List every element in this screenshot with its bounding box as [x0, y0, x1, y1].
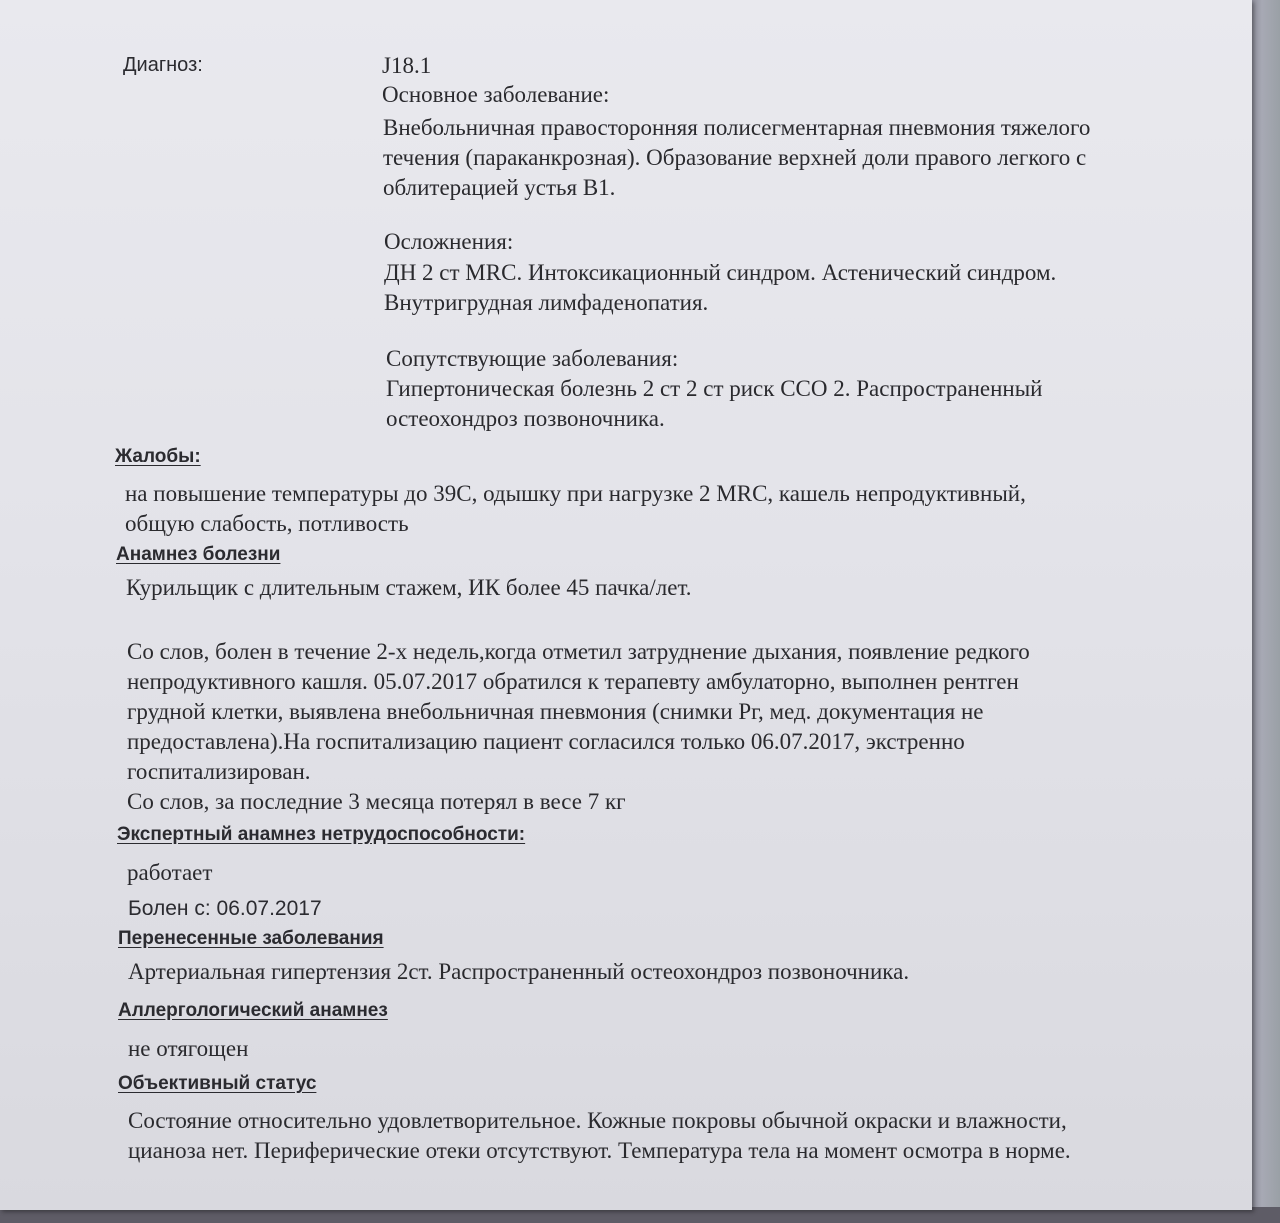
concomitant-line: Гипертоническая болезнь 2 ст 2 ст риск ССО 2. Распространенный [386, 376, 1043, 401]
history-line: грудной клетки, выявлена внебольничная пневмония (снимки Рг, мед. документация не [127, 699, 984, 724]
main-disease-line: облитерацией устья В1. [383, 175, 616, 200]
complaints-heading: Жалобы: [115, 446, 201, 467]
allergy-text: не отягощен [128, 1036, 249, 1061]
objective-heading: Объективный статус [118, 1073, 317, 1094]
history-line: Со слов, болен в течение 2-х недель,когда отметил затруднение дыхания, появление редкого [127, 639, 1030, 664]
diagnosis-label: Диагноз: [123, 54, 203, 76]
concomitant-title: Сопутствующие заболевания: [386, 346, 679, 371]
objective-line: цианоза нет. Периферические отеки отсутствуют. Температура тела на момент осмотра в норме. [128, 1138, 1071, 1163]
history-line: непродуктивного кашля. 05.07.2017 обратился к терапевту амбулаторно, выполнен рентген [127, 669, 1019, 694]
history-line: госпитализирован. [127, 759, 311, 784]
background-surface [1250, 0, 1280, 1223]
main-disease-line: течения (параканкрозная). Образование верхней доли правого легкого с [383, 145, 1087, 170]
main-disease-line: Внебольничная правосторонняя полисегментарная пневмония тяжелого [383, 115, 1091, 140]
complaints-line: общую слабость, потливость [125, 511, 409, 536]
work-status: работает [127, 860, 213, 885]
complaints-line: на повышение температуры до 39С, одышку при нагрузке 2 MRC, кашель непродуктивный, [125, 481, 1026, 506]
objective-line: Состояние относительно удовлетворительное. Кожные покровы обычной окраски и влажности, [128, 1108, 1067, 1133]
complications-title: Осложнения: [384, 229, 514, 254]
allergy-heading: Аллергологический анамнез [118, 1000, 388, 1021]
smoker-text: Курильщик с длительным стажем, ИК более 45 пачка/лет. [126, 575, 692, 600]
concomitant-text [386, 374, 1042, 434]
history-text [127, 637, 1030, 817]
complaints-text [125, 479, 1026, 539]
diagnosis-code: J18.1 [382, 53, 432, 78]
history-line: Со слов, за последние 3 месяца потерял в весе 7 кг [127, 789, 626, 814]
objective-text [128, 1077, 1071, 1166]
past-diseases-heading: Перенесенные заболевания [118, 928, 384, 949]
complications-text [384, 258, 1056, 318]
history-line: предоставлена).На госпитализацию пациент согласился только 06.07.2017, экстренно [127, 729, 965, 754]
expert-heading: Экспертный анамнез нетрудоспособности: [117, 824, 526, 845]
anamnesis-heading: Анамнез болезни [116, 544, 281, 565]
main-disease-text [383, 113, 1090, 203]
concomitant-line: остеохондроз позвоночника. [386, 406, 665, 431]
complications-line: Внутригрудная лимфаденопатия. [384, 290, 709, 315]
complications-line: ДН 2 ст MRC. Интоксикационный синдром. Астенический синдром. [384, 260, 1057, 285]
sick-since: Болен с: 06.07.2017 [128, 897, 322, 920]
past-diseases-text: Артериальная гипертензия 2ст. Распространенный остеохондроз позвоночника. [128, 959, 910, 984]
main-disease-title: Основное заболевание: [382, 82, 610, 107]
